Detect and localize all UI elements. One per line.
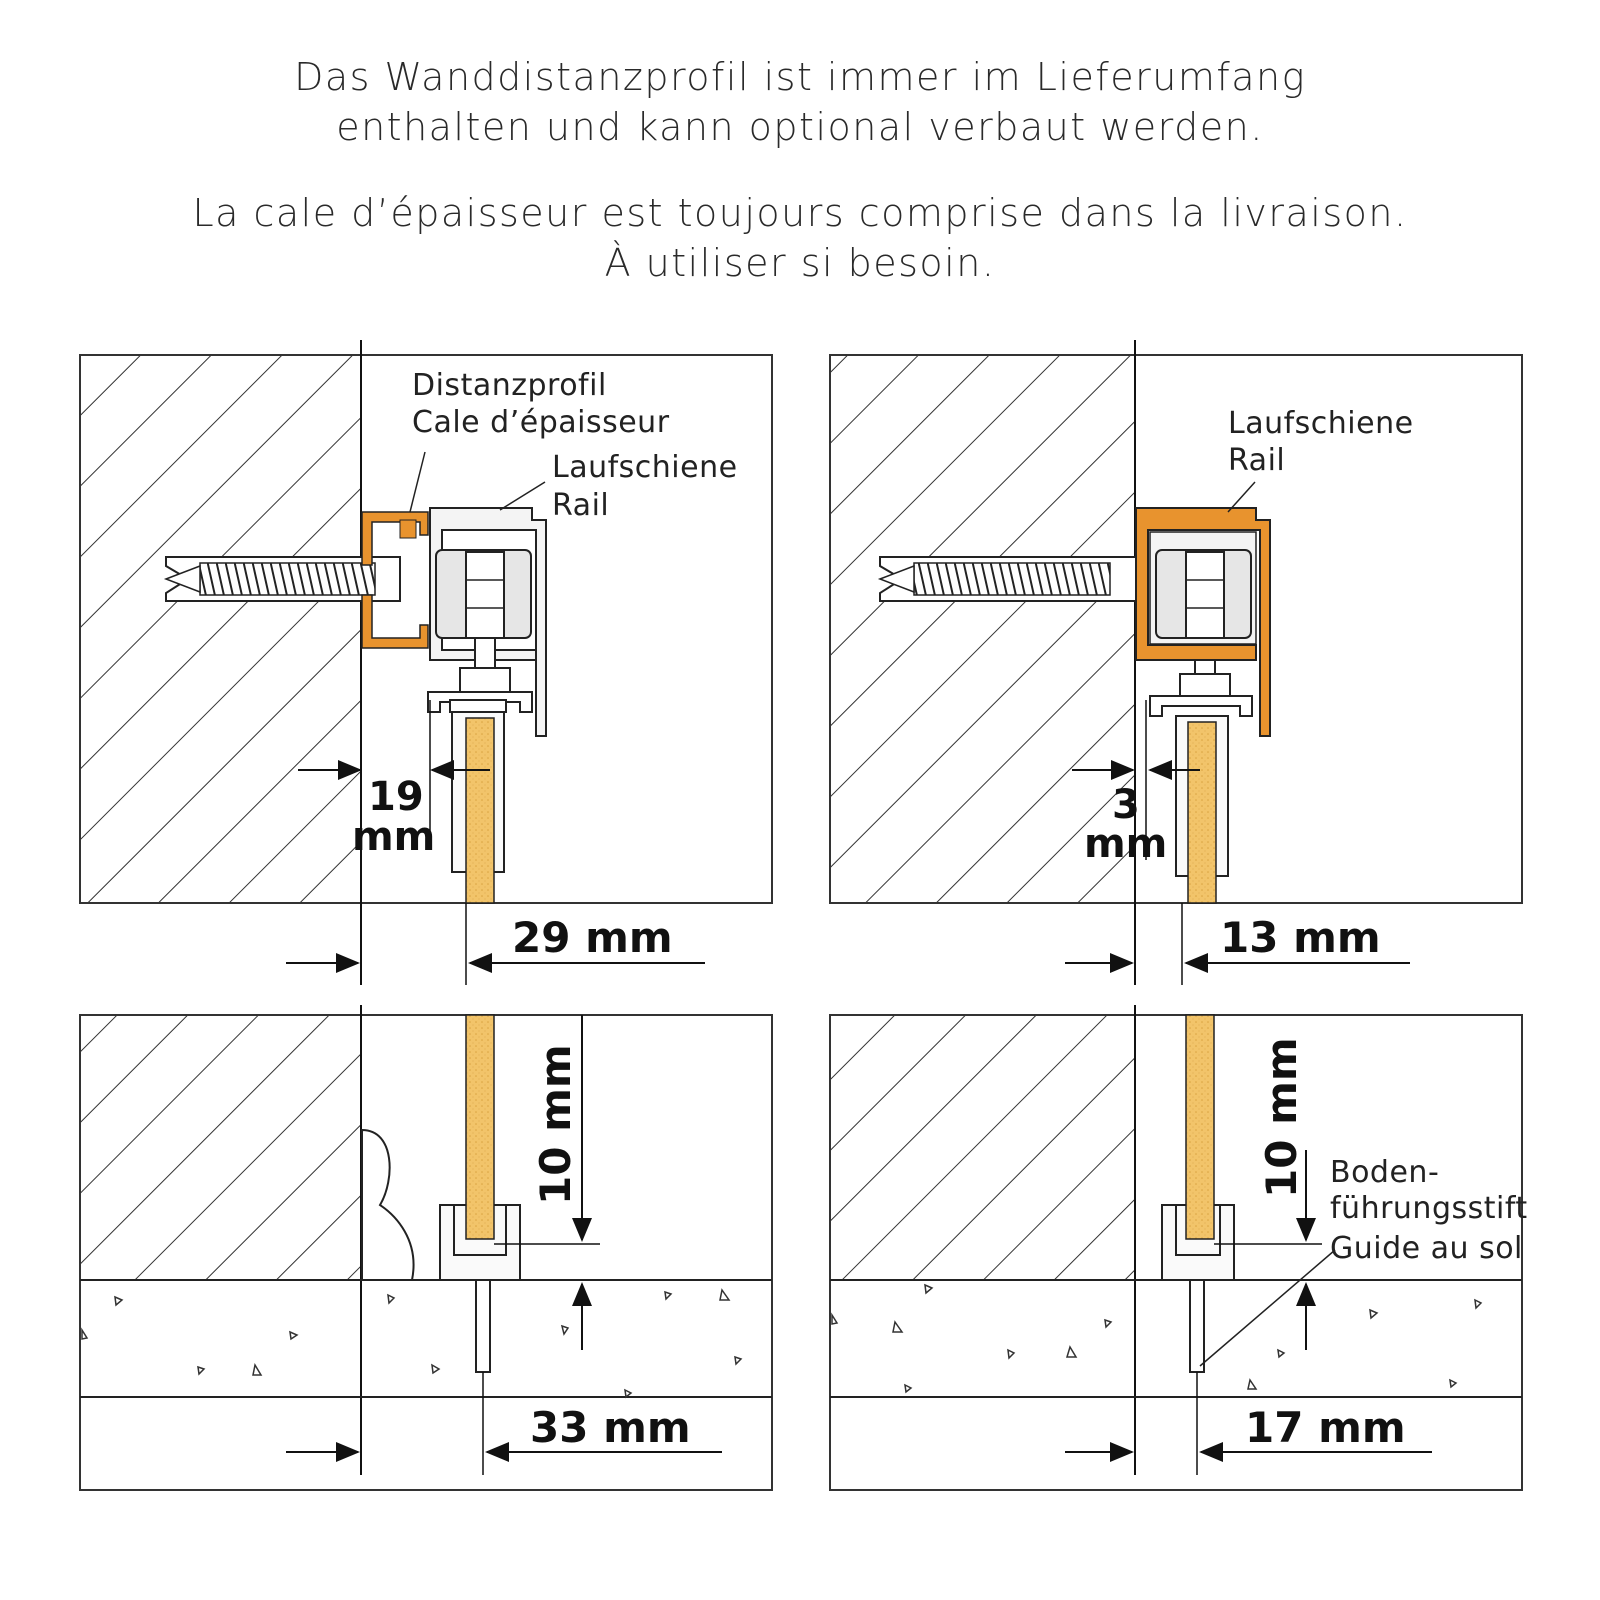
label-distance-profile-fr: Cale d’épaisseur [412,405,670,440]
offset-33mm: 33 mm [530,1403,691,1452]
wall-hatch [80,1015,361,1280]
glass-panel [1186,1015,1214,1239]
gap-value: 3 [1112,782,1140,828]
label-guide-fr: Guide au sol [1330,1231,1523,1266]
height-10mm: 10 mm [1257,1037,1306,1198]
header-de-line1: Das Wanddistanzprofil ist immer im Lieferumfang [294,55,1306,99]
floor-concrete [82,1290,741,1397]
label-rail-fr: Rail [1228,443,1286,478]
header-fr-line1: La cale d’épaisseur est toujours comprise dans la livraison. [192,191,1408,235]
rail-orange [1136,508,1270,736]
wall-hatch [830,1015,1135,1280]
panel-top-left [80,340,772,985]
label-guide-de-2: führungsstift [1330,1191,1528,1226]
offset-17mm: 17 mm [1245,1403,1406,1452]
door-stop [362,1130,414,1280]
gap-value: 19 [368,774,424,820]
glass-panel [1188,722,1216,903]
glass-panel [466,1015,494,1239]
header-fr-line2: À utiliser si besoin. [604,241,996,285]
wall-hatch [80,355,361,903]
label-rail-de: Laufschiene [1228,406,1414,441]
label-rail-de: Laufschiene [552,450,738,485]
panel-top-right [830,340,1522,985]
height-10mm: 10 mm [531,1044,580,1205]
offset-29mm: 29 mm [512,913,673,962]
label-distance-profile-de: Distanzprofil [412,368,607,403]
header-de-line2: enthalten und kann optional verbaut werden. [336,105,1264,149]
screw [880,557,1138,601]
label-guide-de-1: Boden- [1330,1155,1440,1190]
gap-unit: mm [352,814,436,860]
panel-bottom-left [80,1005,772,1490]
label-rail-fr: Rail [552,488,610,523]
panel-bottom-right [830,1005,1528,1490]
glass-panel [466,718,494,903]
floor-concrete [832,1285,1481,1392]
gap-unit: mm [1084,821,1168,867]
rail [428,508,546,736]
offset-13mm: 13 mm [1220,913,1381,962]
